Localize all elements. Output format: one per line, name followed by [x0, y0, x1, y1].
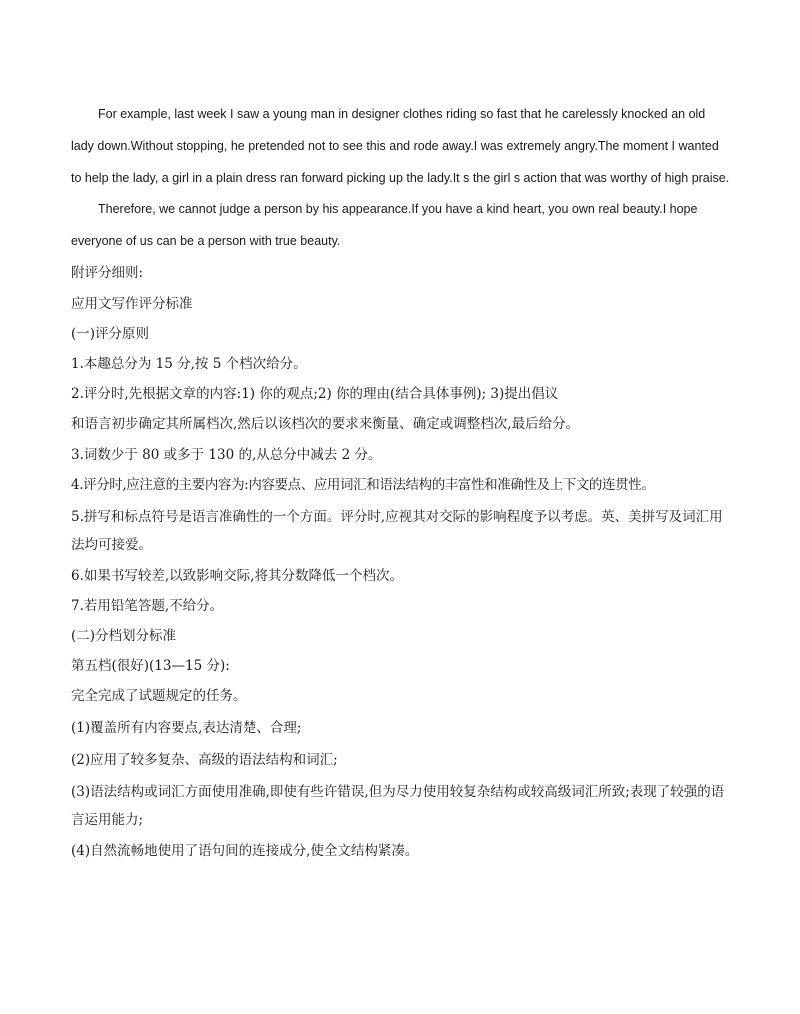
principle-2: 2.评分时,先根据文章的内容:1) 你的观点;2) 你的理由(结合具体事例); 3)提出倡议 [71, 386, 559, 402]
grade-5-heading: 第五档(很好)(13—15 分): [71, 658, 230, 674]
principle-7: 7.若用铅笔答题,不给分。 [71, 598, 224, 614]
grade-5-item-1: (1)覆盖所有内容要点,表达清楚、合理; [71, 720, 302, 736]
principle-2-continued: 和语言初步确定其所属档次,然后以该档次的要求来衡量、确定或调整档次,最后给分。 [71, 416, 580, 432]
principle-6: 6.如果书写较差,以致影响交际,将其分数降低一个档次。 [71, 568, 403, 584]
grade-5-item-4: (4)自然流畅地使用了语句间的连接成分,使全文结构紧凑。 [71, 843, 419, 859]
essay-paragraph-2: Therefore, we cannot judge a person by his appearance.If you have a kind heart, you own real beauty.I hope everyone of us can be a person with true beauty. [71, 202, 698, 248]
grade-5-item-2: (2)应用了较多复杂、高级的语法结构和词汇; [71, 752, 338, 768]
principle-4: 4.评分时,应注意的主要内容为:内容要点、应用词汇和语法结构的丰富性和准确性及上下文的连贯性。 [71, 477, 655, 493]
principle-3: 3.词数少于 80 或多于 130 的,从总分中减去 2 分。 [71, 447, 382, 463]
essay-paragraph-1: For example, last week I saw a young man in designer clothes riding so fast that he carelessly knocked an old lady down.Without stopping, he pretended not to see this and rode away.I was extremely angry.The moment I wanted to help the lady, a girl in a plain dress ran forward picking up the lady.It s the girl s action that was worthy of high praise. [71, 107, 730, 185]
rubric-title: 应用文写作评分标准 [71, 296, 193, 312]
grade-5-item-3: (3)语法结构或词汇方面使用准确,即使有些许错误,但为尽力使用较复杂结构或较高级词汇所致;表现了较强的语言运用能力; [71, 784, 725, 828]
principle-1: 1.本趣总分为 15 分,按 5 个档次给分。 [71, 356, 307, 372]
section-1-heading: (一)评分原则 [71, 326, 150, 342]
principle-5: 5.拼写和标点符号是语言准确性的一个方面。评分时,应视其对交际的影响程度予以考虑。英、美拼写及词汇用法均可接爱。 [71, 509, 723, 553]
grade-5-intro: 完全完成了试题规定的任务。 [71, 688, 247, 704]
section-2-heading: (二)分档划分标准 [71, 628, 177, 644]
appendix-heading: 附评分细则: [71, 265, 144, 281]
